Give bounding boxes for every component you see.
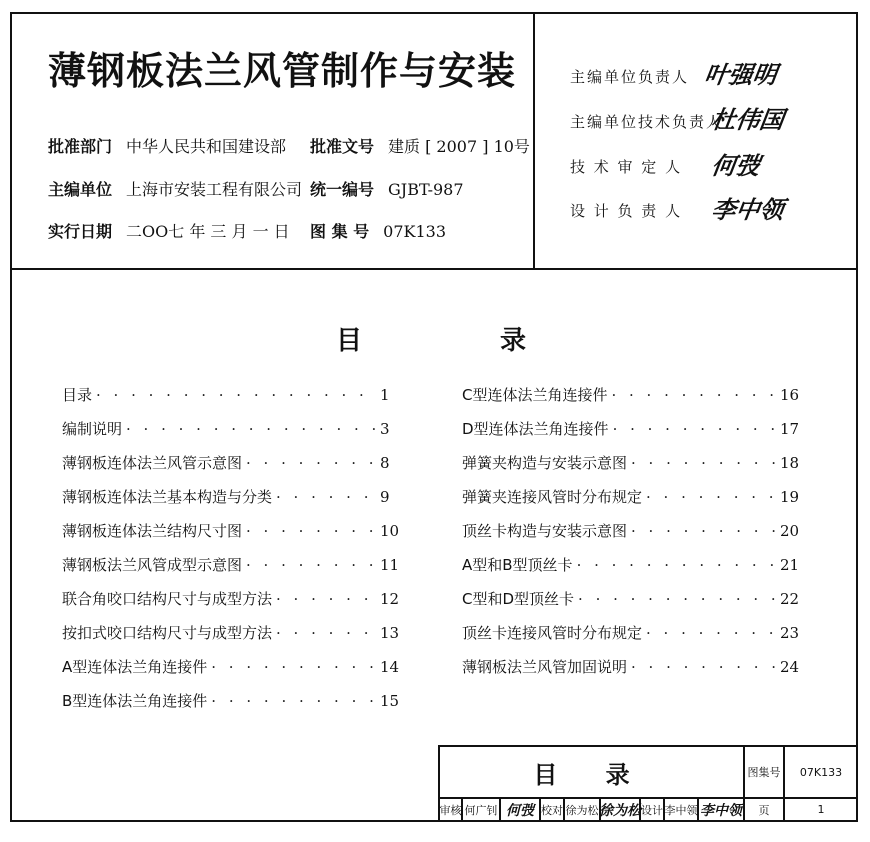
atlas-label: 图集号	[744, 745, 784, 798]
responsible-role-1: 主编单位负责人	[570, 68, 690, 86]
signature-2: 杜伟国	[709, 105, 786, 134]
header-divider	[10, 268, 858, 270]
toc-item[interactable]: C型和D型顶丝卡 · · · 22	[462, 588, 802, 608]
title-block	[438, 745, 858, 822]
toc-item[interactable]: 顶丝卡连接风管时分布规定 · · · 23	[462, 622, 802, 642]
toc-item[interactable]: 薄钢板连体法兰基本构造与分类 · · · 9	[62, 486, 402, 506]
toc-item[interactable]: 弹簧夹连接风管时分布规定 · · · 19	[462, 486, 802, 506]
responsible-role-2: 主编单位技术负责人	[570, 113, 724, 131]
design-label: 设计	[640, 798, 664, 822]
signature-4: 李中领	[709, 195, 786, 224]
review-label: 审核	[438, 798, 462, 822]
header-vertical-divider	[533, 12, 535, 269]
responsible-role-4: 设 计 负 责 人	[570, 202, 683, 220]
toc-item[interactable]: 薄钢板连体法兰结构尺寸图 · · · 10	[62, 520, 402, 540]
checker: 徐为松	[564, 798, 600, 822]
toc-item[interactable]: 联合角咬口结构尺寸与成型方法 · · · 12	[62, 588, 402, 608]
toc-item[interactable]: C型连体法兰角连接件 · · · 16	[462, 384, 802, 404]
check-label: 校对	[540, 798, 564, 822]
signature-1: 叶强明	[702, 60, 779, 89]
effective-date: 实行日期 二OO七 年 三 月 一 日	[48, 222, 290, 241]
reviewer: 何广钊	[462, 798, 500, 822]
responsible-role-3: 技 术 审 定 人	[570, 158, 683, 176]
editor-unit: 主编单位 上海市安装工程有限公司	[48, 180, 303, 199]
toc-item[interactable]: D型连体法兰角连接件 · · · 17	[462, 418, 802, 438]
toc-item[interactable]: 编制说明 · · · 3	[62, 418, 402, 438]
reviewer-signature: 何弢	[500, 798, 540, 822]
atlas-no: 07K133	[784, 745, 858, 798]
approve-doc: 批准文号 建质 [ 2007 ] 10号	[310, 137, 530, 156]
toc-item[interactable]: 薄钢板法兰风管成型示意图 · · · 11	[62, 554, 402, 574]
checker-signature: 徐为松	[600, 798, 640, 822]
title-block-name: 目 录	[438, 745, 744, 798]
signature-3: 何弢	[709, 151, 762, 180]
toc-item[interactable]: 目录 · · · 1	[62, 384, 402, 404]
toc-title-left: 目	[336, 326, 363, 356]
toc-title-right: 录	[500, 326, 527, 356]
page-label: 页	[744, 798, 784, 822]
designer: 李中领	[664, 798, 698, 822]
toc-item[interactable]: 薄钢板连体法兰风管示意图 · · · 8	[62, 452, 402, 472]
unified-number: 统一编号 GJBT-987	[310, 180, 464, 199]
toc-item[interactable]: B型连体法兰角连接件 · · · 15	[62, 690, 402, 710]
toc-item[interactable]: 薄钢板法兰风管加固说明 · · · 24	[462, 656, 802, 676]
designer-signature: 李中领	[698, 798, 744, 822]
document-title: 薄钢板法兰风管制作与安装	[48, 49, 517, 93]
page-number: 1	[784, 798, 858, 822]
toc-item[interactable]: A型连体法兰角连接件 · · · 14	[62, 656, 402, 676]
toc-item[interactable]: 顶丝卡构造与安装示意图 · · · 20	[462, 520, 802, 540]
toc-item[interactable]: 按扣式咬口结构尺寸与成型方法 · · · 13	[62, 622, 402, 642]
atlas-number: 图 集 号 07K133	[310, 222, 447, 241]
toc-item[interactable]: 弹簧夹构造与安装示意图 · · · 18	[462, 452, 802, 472]
toc-item[interactable]: A型和B型顶丝卡 · · · 21	[462, 554, 802, 574]
approve-dept: 批准部门 中华人民共和国建设部	[48, 137, 287, 156]
